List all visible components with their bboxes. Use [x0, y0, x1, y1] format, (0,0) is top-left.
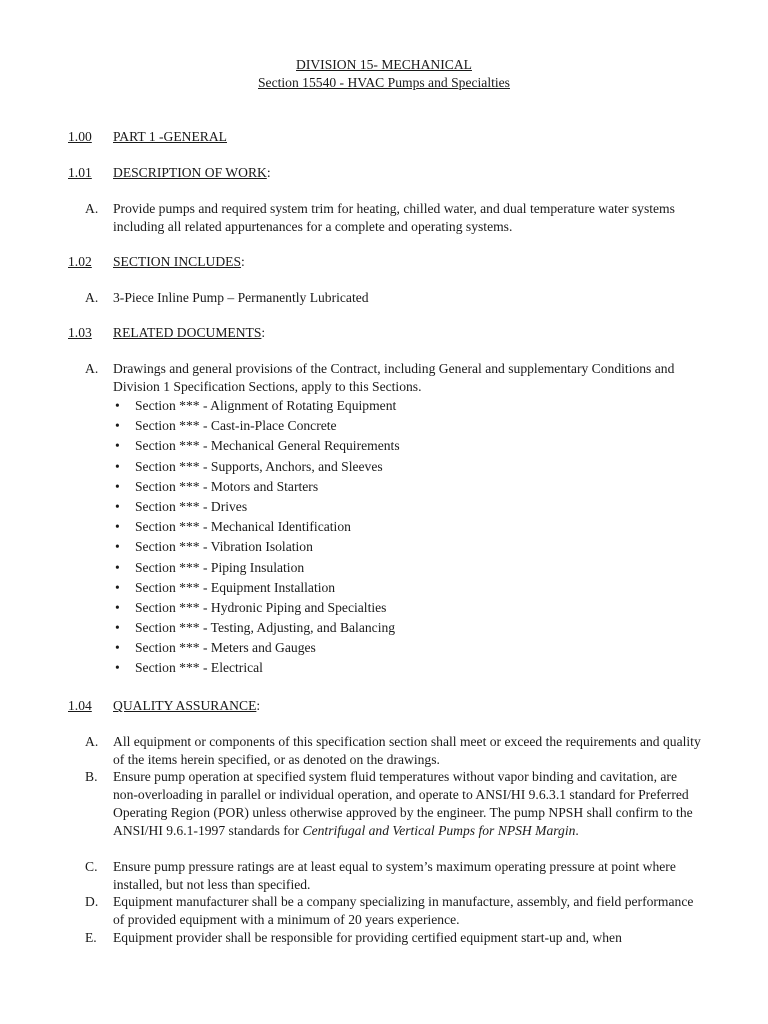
division-title: DIVISION 15- MECHANICAL: [296, 57, 472, 72]
item-text: Equipment manufacturer shall be a company specializing in manufacture, assembly, and field performance of provided equipment with a minimum of 20 years experience.: [113, 894, 694, 927]
item-text-main: Ensure pump operation at specified system fluid temperatures without vapor binding and cavitation, are non-overloading in parallel or individual operation, and operate to ANSI/HI 9.6.3.1 standard for Preferred Operating Region (POR) unless otherwise approved by the engineer. The pump NPSH shall confirm to the ANSI/HI 9.6.1-1997 standards for: [113, 769, 693, 838]
bullet-text: Section *** - Vibration Isolation: [135, 539, 313, 555]
bullet-glyph: •: [115, 579, 120, 595]
bullet-glyph: •: [115, 660, 120, 676]
heading-number: 1.04: [68, 698, 92, 713]
heading-label: QUALITY ASSURANCE: [113, 698, 257, 713]
item-letter: A.: [85, 734, 99, 749]
heading-colon: :: [266, 165, 271, 180]
bullet-text: Section *** - Testing, Adjusting, and Balancing: [135, 620, 396, 636]
bullet-item: [113, 416, 400, 436]
item-letter: A.: [85, 361, 99, 376]
bullet-text: Section *** - Hydronic Piping and Specialties: [135, 599, 387, 615]
list-item: [85, 360, 705, 396]
heading-number: 1.01: [68, 165, 92, 180]
bullet-text: Section *** - Electrical: [135, 660, 263, 676]
heading-label: SECTION INCLUDES: [113, 254, 242, 269]
bullet-glyph: •: [115, 519, 120, 535]
bullet-item: [113, 436, 400, 456]
item-letter: E.: [85, 930, 97, 945]
bullet-item: [113, 578, 400, 598]
list-item: [85, 768, 705, 840]
bullet-item: [113, 396, 400, 416]
bullet-item: [113, 477, 400, 497]
list-item: [85, 858, 705, 894]
bullet-item: [113, 457, 400, 477]
bullet-glyph: •: [115, 620, 120, 636]
item-text: Drawings and general provisions of the Contract, including General and supplementary Conditions and Division 1 Specification Sections, apply to this Sections.: [113, 361, 675, 394]
bullet-glyph: •: [115, 498, 120, 514]
list-item: [85, 929, 705, 947]
bullet-glyph: •: [115, 559, 120, 575]
bullet-item: [113, 497, 400, 517]
heading-number: 1.03: [68, 325, 92, 340]
item-text: Provide pumps and required system trim for heating, chilled water, and dual temperature water systems including all related appurtenances for a complete and operating systems.: [113, 201, 675, 234]
bullet-item: [113, 517, 400, 537]
heading-label: RELATED DOCUMENTS: [113, 325, 262, 340]
bullet-item: [113, 558, 400, 578]
part-number: 1.00: [68, 129, 92, 144]
item-letter: B.: [85, 769, 98, 784]
heading-related-documents: [68, 324, 265, 342]
part-heading: [68, 128, 227, 146]
heading-colon: :: [241, 254, 245, 269]
heading-colon: :: [256, 698, 261, 713]
part-label: PART 1 -GENERAL: [113, 129, 227, 144]
bullet-text: Section *** - Drives: [135, 498, 248, 514]
item-letter: C.: [85, 859, 98, 874]
bullet-text: Section *** - Cast-in-Place Concrete: [135, 418, 337, 434]
bullet-glyph: •: [115, 438, 120, 454]
bullet-glyph: •: [115, 539, 120, 555]
bullet-glyph: •: [115, 599, 120, 615]
bullet-glyph: •: [115, 640, 120, 656]
list-item: [85, 733, 705, 769]
bullet-glyph: •: [115, 418, 120, 434]
item-text: Equipment provider shall be responsible for providing certified equipment start-up and, when: [113, 930, 622, 945]
heading-colon: :: [261, 325, 266, 340]
bullet-item: [113, 598, 400, 618]
bullet-text: Section *** - Mechanical General Requirements: [135, 438, 400, 454]
heading-section-includes: [68, 253, 245, 271]
bullet-text: Section *** - Piping Insulation: [135, 559, 305, 575]
list-item: [85, 289, 705, 307]
section-title: Section 15540 - HVAC Pumps and Specialties: [258, 75, 510, 90]
heading-description-of-work: [68, 164, 271, 182]
bullet-glyph: •: [115, 458, 120, 474]
heading-quality-assurance: [68, 697, 260, 715]
bullet-glyph: •: [115, 398, 120, 413]
bullet-glyph: •: [115, 478, 120, 494]
bullet-text: Section *** - Supports, Anchors, and Sleeves: [135, 458, 383, 474]
bullet-text: Section *** - Motors and Starters: [135, 478, 319, 494]
bullet-item: [113, 658, 400, 678]
bullet-item: [113, 537, 400, 557]
item-letter: A.: [85, 290, 99, 305]
item-text-italic: Centrifugal and Vertical Pumps for NPSH Margin: [302, 823, 576, 838]
bullet-text: Section *** - Mechanical Identification: [135, 519, 351, 535]
bullet-text: Section *** - Equipment Installation: [135, 579, 336, 595]
bullet-text: Section *** - Alignment of Rotating Equipment: [135, 398, 397, 413]
bullet-text: Section *** - Meters and Gauges: [135, 640, 316, 656]
list-item: [85, 893, 705, 929]
list-item: [85, 200, 705, 236]
bullet-item: [113, 638, 400, 658]
related-sections-list: [113, 396, 400, 679]
item-text: 3-Piece Inline Pump – Permanently Lubricated: [113, 290, 369, 305]
item-text: All equipment or components of this specification section shall meet or exceed the requirements and quality of the items herein specified, or as denoted on the drawings.: [113, 734, 701, 767]
item-letter: D.: [85, 894, 99, 909]
item-text: Ensure pump pressure ratings are at least equal to system’s maximum operating pressure at point where installed, but not less than specified.: [113, 859, 676, 892]
item-text: [113, 768, 705, 840]
heading-label: DESCRIPTION OF WORK: [113, 165, 267, 180]
item-letter: A.: [85, 201, 99, 216]
item-text-tail: .: [575, 823, 579, 838]
heading-number: 1.02: [68, 254, 92, 269]
bullet-item: [113, 618, 400, 638]
